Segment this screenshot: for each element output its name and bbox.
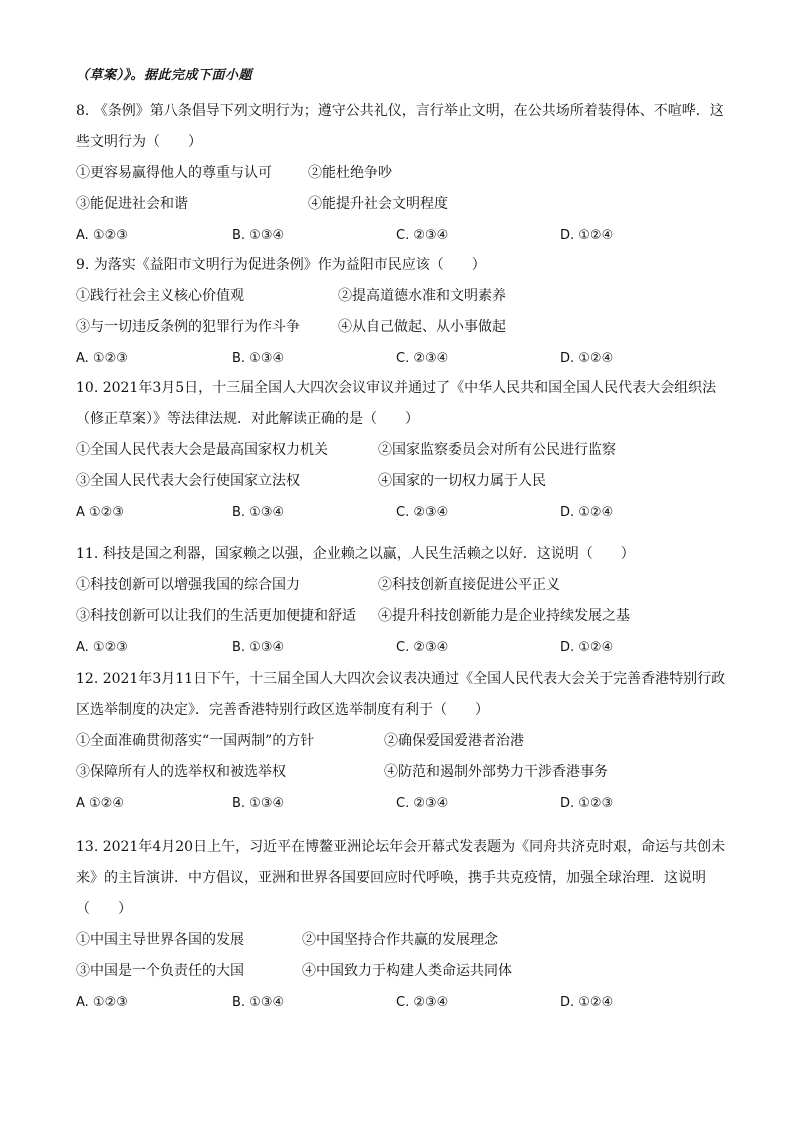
option-row: [76, 466, 728, 497]
option-1: ①更容易赢得他人的尊重与认可: [76, 165, 272, 181]
choice-a[interactable]: A. ①②③: [76, 640, 128, 655]
question-stem: 12. 2021年3月11日下午，十三届全国人大四次会议表决通过《全国人民代表大会关于完善香港特别行政区选举制度的决定》．完善香港特别行政区选举制度有利于（ ）: [76, 671, 726, 718]
option-row: [76, 570, 728, 601]
option-row: [76, 281, 728, 312]
choice-d[interactable]: D. ①②④: [560, 995, 614, 1010]
question-stem: 13. 2021年4月20日上午，习近平在博鳌亚洲论坛年会开幕式发表题为《同舟共济克时艰，命运与共创未来》的主旨演讲．中方倡议，亚洲和世界各国要回应时代呼唤，携手共克疫情，加强全球治理．这说明（ ）: [76, 839, 726, 917]
question-stem: 9. 为落实《益阳市文明行为促进条例》作为益阳市民应该（ ）: [76, 257, 486, 273]
choice-b[interactable]: B. ①③④: [232, 228, 285, 243]
intro-text: （草案）》。据此完成下面小题: [76, 68, 253, 83]
choice-a[interactable]: A ①②③: [76, 505, 124, 520]
option-4: ④能提升社会文明程度: [308, 196, 448, 212]
question-10: [76, 373, 728, 528]
option-1: ①全面准确贯彻落实“一国两制”的方针: [76, 733, 315, 749]
option-4: ④提升科技创新能力是企业持续发展之基: [378, 608, 630, 624]
question-13: [76, 832, 728, 1018]
answer-choices: [76, 220, 728, 251]
option-2: ②国家监察委员会对所有公民进行监察: [378, 442, 616, 458]
option-row: [76, 956, 728, 987]
option-4: ④国家的一切权力属于人民: [378, 473, 546, 489]
choice-d[interactable]: D. ①②④: [560, 505, 614, 520]
option-4: ④中国致力于构建人类命运共同体: [302, 963, 512, 979]
choice-d[interactable]: D. ①②④: [560, 351, 614, 366]
choice-a[interactable]: A. ①②③: [76, 995, 128, 1010]
option-2: ②能杜绝争吵: [308, 165, 392, 181]
option-2: ②确保爱国爱港者治港: [384, 733, 524, 749]
option-1: ①践行社会主义核心价值观: [76, 288, 244, 304]
option-3: ③科技创新可以让我们的生活更加便捷和舒适: [76, 608, 356, 624]
option-row: [76, 925, 728, 956]
question-8: [76, 96, 728, 251]
choice-b[interactable]: B. ①③④: [232, 505, 285, 520]
choice-c[interactable]: C. ②③④: [396, 351, 449, 366]
choice-c[interactable]: C. ②③④: [396, 796, 449, 811]
option-4: ④防范和遏制外部势力干涉香港事务: [384, 764, 608, 780]
option-1: ①全国人民代表大会是最高国家权力机关: [76, 442, 328, 458]
option-1: ①中国主导世界各国的发展: [76, 932, 244, 948]
answer-choices: [76, 632, 728, 663]
option-3: ③保障所有人的选举权和被选举权: [76, 764, 286, 780]
choice-c[interactable]: C. ②③④: [396, 995, 449, 1010]
option-row: [76, 601, 728, 632]
choice-b[interactable]: B. ①③④: [232, 995, 285, 1010]
choice-c[interactable]: C. ②③④: [396, 228, 449, 243]
option-row: [76, 757, 728, 788]
answer-choices: [76, 987, 728, 1018]
question-9: [76, 250, 728, 374]
option-3: ③全国人民代表大会行使国家立法权: [76, 473, 300, 489]
choice-d[interactable]: D. ①②③: [560, 796, 614, 811]
answer-choices: [76, 497, 728, 528]
choice-b[interactable]: B. ①③④: [232, 640, 285, 655]
option-3: ③与一切违反条例的犯罪行为作斗争: [76, 319, 300, 335]
option-row: [76, 312, 728, 343]
option-row: [76, 158, 728, 189]
option-3: ③能促进社会和谐: [76, 196, 188, 212]
option-row: [76, 435, 728, 466]
question-stem: 8. 《条例》第八条倡导下列文明行为；遵守公共礼仪，言行举止文明，在公共场所着装得体、不喧哗．这些文明行为（ ）: [76, 103, 724, 150]
choice-a[interactable]: A. ①②③: [76, 351, 128, 366]
choice-a[interactable]: A. ①②③: [76, 228, 128, 243]
question-stem: 11. 科技是国之利器，国家赖之以强，企业赖之以赢，人民生活赖之以好．这说明（ ）: [76, 546, 635, 562]
option-3: ③中国是一个负责任的大国: [76, 963, 244, 979]
choice-a[interactable]: A ①②④: [76, 796, 124, 811]
option-2: ②科技创新直接促进公平正义: [378, 577, 560, 593]
choice-d[interactable]: D. ①②④: [560, 228, 614, 243]
choice-d[interactable]: D. ①②④: [560, 640, 614, 655]
option-row: [76, 726, 728, 757]
choice-b[interactable]: B. ①③④: [232, 351, 285, 366]
option-1: ①科技创新可以增强我国的综合国力: [76, 577, 300, 593]
option-2: ②提高道德水准和文明素养: [338, 288, 506, 304]
choice-b[interactable]: B. ①③④: [232, 796, 285, 811]
choice-c[interactable]: C. ②③④: [396, 505, 449, 520]
option-2: ②中国坚持合作共赢的发展理念: [302, 932, 498, 948]
answer-choices: [76, 788, 728, 819]
question-11: [76, 539, 728, 663]
question-stem: 10. 2021年3月5日，十三届全国人大四次会议审议并通过了《中华人民共和国全国人民代表大会组织法（修正草案）》等法律法规．对此解读正确的是（ ）: [76, 380, 717, 427]
choice-c[interactable]: C. ②③④: [396, 640, 449, 655]
option-row: [76, 189, 728, 220]
answer-choices: [76, 343, 728, 374]
option-4: ④从自己做起、从小事做起: [338, 319, 506, 335]
question-12: [76, 664, 728, 819]
